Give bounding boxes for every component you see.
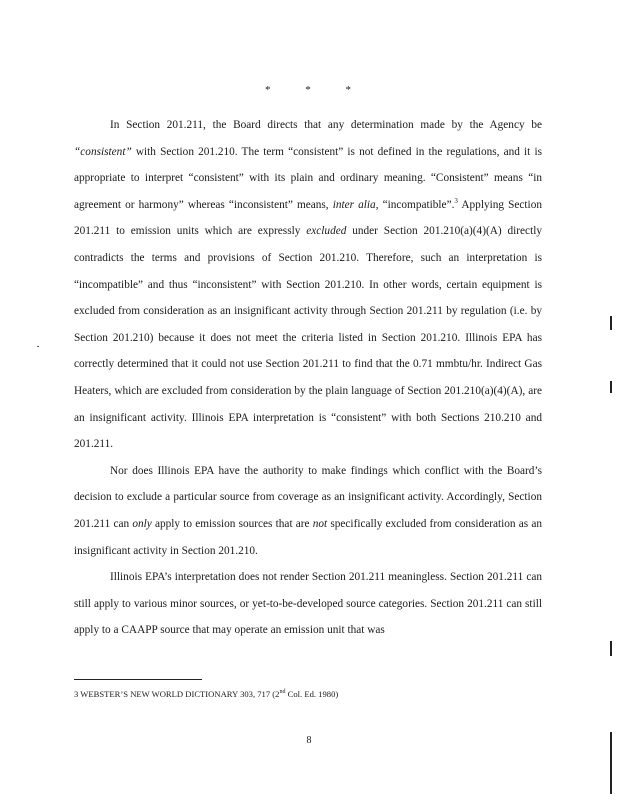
emphasis-run: “consistent” (74, 145, 132, 158)
paragraph-interpretation (74, 564, 542, 644)
revision-bar (610, 732, 612, 794)
emphasis-run: inter alia (332, 198, 376, 211)
emphasis-run: excluded (306, 225, 347, 238)
footnote-text: WEBSTER’S NEW WORLD DICTIONARY 303, 717 (2 (80, 688, 280, 699)
text-run: apply to emission sources that are (151, 517, 313, 530)
page-number: 8 (306, 735, 312, 746)
footnote-superscript: nd (279, 689, 286, 695)
separator-asterisk: * (305, 84, 313, 96)
separator-asterisk: * (345, 84, 353, 96)
footnote (74, 686, 544, 700)
text-run: Applying Section 201.211 to emission units which are expressly (74, 198, 542, 238)
separator-asterisk: * (265, 84, 273, 96)
footnote-reference: 3 (454, 197, 458, 206)
text-run: Nor does Illinois EPA have the authority to make findings which conflict with the Board’s decision to exclude a particular source from coverage as an insignificant activity. Accordingly, Section 201.211 can (74, 464, 542, 530)
revision-bar (610, 641, 612, 656)
text-run: with Section 201.210. The term “consistent” is not defined in the regulations, and it is appropriate to interpret “consistent” with its plain and ordinary meaning. “Consistent” means “in agreement or harmony” whereas “inconsistent” means, (74, 145, 542, 211)
revision-bar (610, 381, 612, 393)
footnote-text-end: Col. Ed. 1980) (285, 688, 339, 699)
emphasis-run: only (132, 517, 152, 530)
paragraph-consistent-meaning (74, 112, 542, 458)
footnote-number: 3 (74, 688, 79, 699)
paragraph-agency-authority (74, 458, 542, 564)
document-body (74, 112, 542, 644)
footnote-divider (74, 679, 202, 680)
scan-mark (37, 346, 39, 347)
revision-bar (610, 316, 612, 330)
text-run: In Section 201.211, the Board directs that any determination made by the Agency be (110, 119, 542, 131)
text-run: specifically excluded from consideration as an insignificant activity in Section 201.210. (74, 517, 542, 557)
text-run: under Section 201.210(a)(4)(A) directly contradicts the terms and provisions of Section 201.210. Therefore, such an interpretation is “incompatible” and thus “inconsistent” with Section 201.210. In other words, certain equipment is excluded from consideration as an insignificant activity through Section 201.211 by regulation (i.e. by Section 201.210) because it does not meet the criteria listed in Section 201.210. Illinois EPA has correctly determined that it could not use Section 201.211 to find that the 0.71 mmbtu/hr. Indirect Gas Heaters, which are excluded from consideration by the plain language of Section 201.210(a)(4)(A), are an insignificant activity. Illinois EPA interpretation is “consistent” with both Sections 210.210 and 201.211. (74, 225, 542, 451)
text-run: , “incompatible”. (375, 198, 455, 211)
emphasis-run: not (312, 517, 328, 530)
section-separator (0, 84, 618, 96)
text-run: Illinois EPA’s interpretation does not render Section 201.211 meaningless. Section 201.211 can still apply to various minor sources, or yet-to-be-developed source categories. Section 201.211 can still apply to a CAAPP source that may operate an emission unit that was (74, 571, 542, 637)
